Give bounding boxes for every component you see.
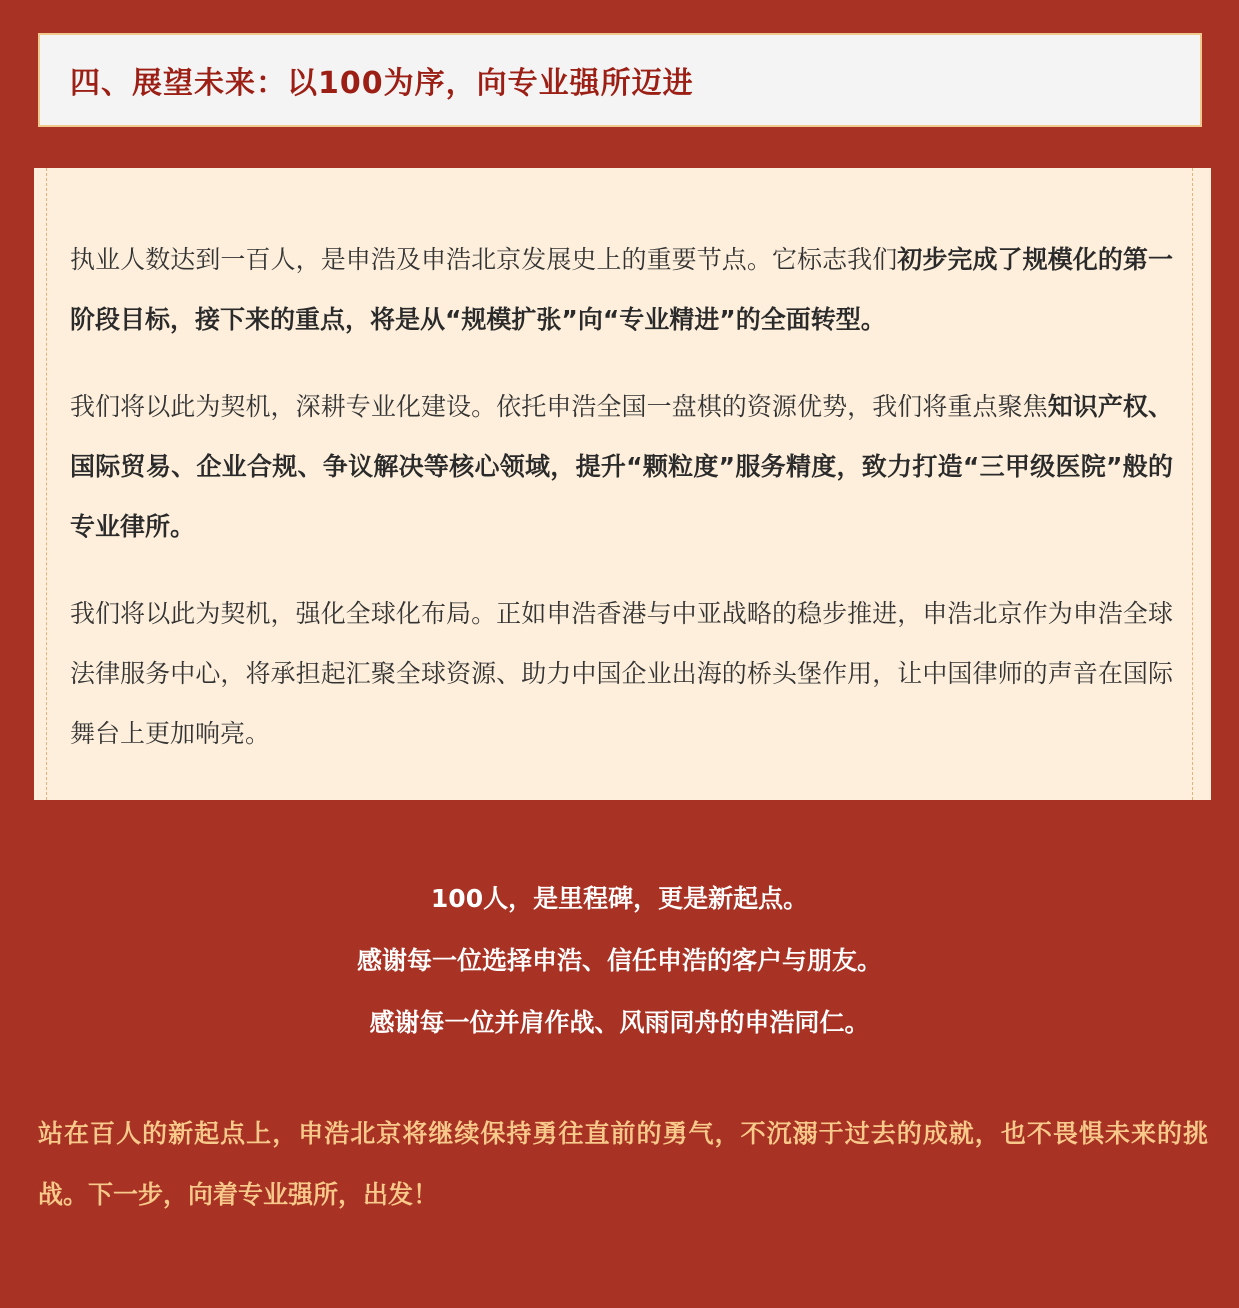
paragraph-milestone-emphasis: 初步完成了规模化的第一阶段目标，接下来的重点，将是从“规模扩张”向“专业精进”的全面转型。 xyxy=(70,245,1173,334)
paragraph-globalization: 我们将以此为契机，强化全球化布局。正如申浩香港与中亚战略的稳步推进，申浩北京作为申浩全球法律服务中心，将承担起汇聚全球资源、助力中国企业出海的桥头堡作用，让中国律师的声音在国际舞台上更加响亮。 xyxy=(70,599,1173,748)
thanks-line-1: 100人，是里程碑，更是新起点。 xyxy=(430,884,809,913)
paragraph-specialization-emphasis: 知识产权、国际贸易、企业合规、争议解决等核心领域，提升“颗粒度”服务精度，致力打造“三甲级医院”般的专业律所。 xyxy=(70,392,1173,541)
section-heading-box xyxy=(38,33,1202,127)
paragraph-specialization-text: 我们将以此为契机，深耕专业化建设。依托申浩全国一盘棋的资源优势，我们将重点聚焦 xyxy=(70,392,1048,421)
paragraph-specialization xyxy=(70,377,1173,557)
thanks-block xyxy=(0,868,1239,1054)
thanks-line-2: 感谢每一位选择申浩、信任申浩的客户与朋友。 xyxy=(356,946,882,975)
section-title: 四、展望未来：以100为序，向专业强所迈进 xyxy=(70,66,694,101)
paragraph-milestone xyxy=(70,230,1173,350)
closing-statement: 站在百人的新起点上，申浩北京将继续保持勇往直前的勇气，不沉溺于过去的成就，也不畏惧未来的挑战。下一步，向着专业强所，出发！ xyxy=(38,1119,1208,1209)
thanks-line-3: 感谢每一位并肩作战、风雨同舟的申浩同仁。 xyxy=(369,1008,870,1037)
paragraph-milestone-text: 执业人数达到一百人，是申浩及申浩北京发展史上的重要节点。它标志我们 xyxy=(70,245,898,274)
article-card xyxy=(34,168,1211,800)
